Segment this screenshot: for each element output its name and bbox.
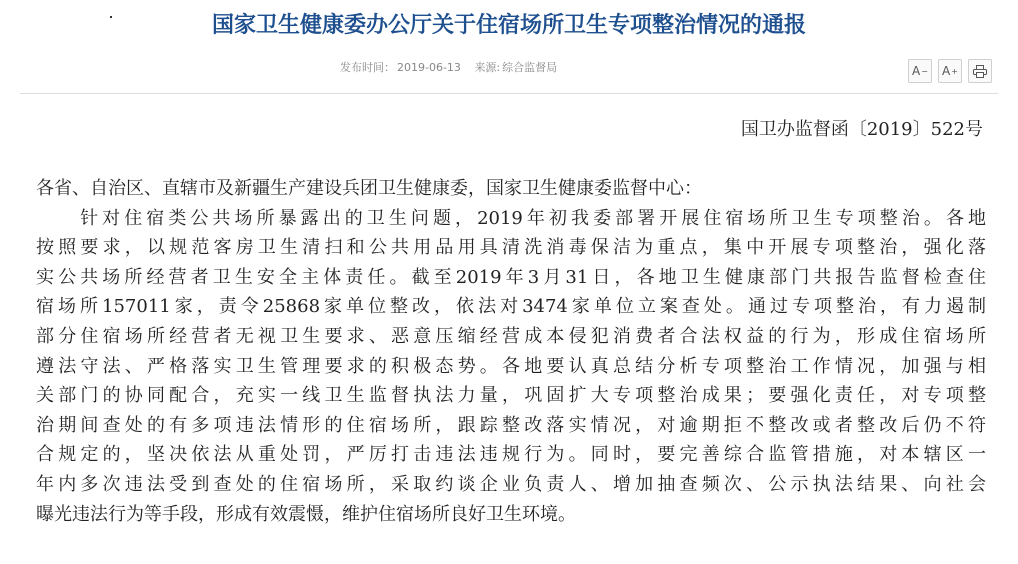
minus-icon: − (921, 66, 928, 76)
body-line: 遵法守法、严格落实卫生管理要求的积极态势。各地要认真总结分析专项整治工作情况，加强与相 (36, 355, 986, 377)
font-decrease-label: A (912, 64, 921, 78)
publish-label: 发布时间： (340, 61, 395, 74)
publish-date: 2019-06-13 (397, 61, 461, 74)
body-line: 年内多次违法受到查处的住宿场所，采取约谈企业负责人、增加抽查频次、公示执法结果、向社会 (36, 473, 986, 495)
plus-icon: + (951, 66, 958, 76)
article-meta (340, 59, 567, 75)
body-line: 曝光违法行为等手段，形成有效震慑，维护住宿场所良好卫生环境。 (36, 503, 576, 525)
salutation: 各省、自治区、直辖市及新疆生产建设兵团卫生健康委，国家卫生健康委监督中心： (36, 178, 702, 199)
article-title: 国家卫生健康委办公厅关于住宿场所卫生专项整治情况的通报 (211, 13, 806, 38)
body-line: 合规定的，坚决依法从重处罚，严厉打击违法违规行为。同时，要完善综合监管措施，对本辖区一 (36, 444, 986, 466)
source-label: 来源: (474, 61, 501, 74)
font-decrease-button[interactable] (908, 59, 932, 83)
source-value: 综合监督局 (502, 61, 558, 74)
publish-info (340, 61, 461, 74)
body-line: 针对住宿类公共场所暴露出的卫生问题，2019年初我委部署开展住宿场所卫生专项整治。各地 (36, 207, 986, 229)
print-button[interactable] (968, 59, 992, 83)
body-line: 部分住宿场所经营者无视卫生要求、恶意压缩经营成本侵犯消费者合法权益的行为，形成住宿场所 (36, 325, 986, 347)
header-divider (20, 93, 998, 94)
font-increase-button[interactable] (938, 59, 962, 83)
body-line: 宿场所157011家，责令25868家单位整改，依法对3474家单位立案查处。通过专项整治，有力遏制 (36, 296, 986, 318)
article-toolbar (908, 59, 992, 83)
body-line: 关部门的协同配合，充实一线卫生监督执法力量，巩固扩大专项整治成果；要强化责任，对专项整 (36, 385, 986, 407)
source-info (474, 61, 557, 74)
document-number: 国卫办监督函〔2019〕522号 (740, 119, 983, 140)
body-line: 按照要求，以规范客房卫生清扫和公共用品用具清洗消毒保洁为重点，集中开展专项整治，强化落 (36, 237, 986, 259)
document-body (36, 174, 986, 529)
body-line: 治期间查处的有多项违法情形的住宿场所，跟踪整改落实情况，对逾期拒不整改或者整改后仍不符 (36, 414, 986, 436)
font-increase-label: A (942, 64, 951, 78)
body-line: 实公共场所经营者卫生安全主体责任。截至2019年3月31日，各地卫生健康部门共报告监督检查住 (36, 266, 986, 288)
print-icon (973, 65, 987, 78)
